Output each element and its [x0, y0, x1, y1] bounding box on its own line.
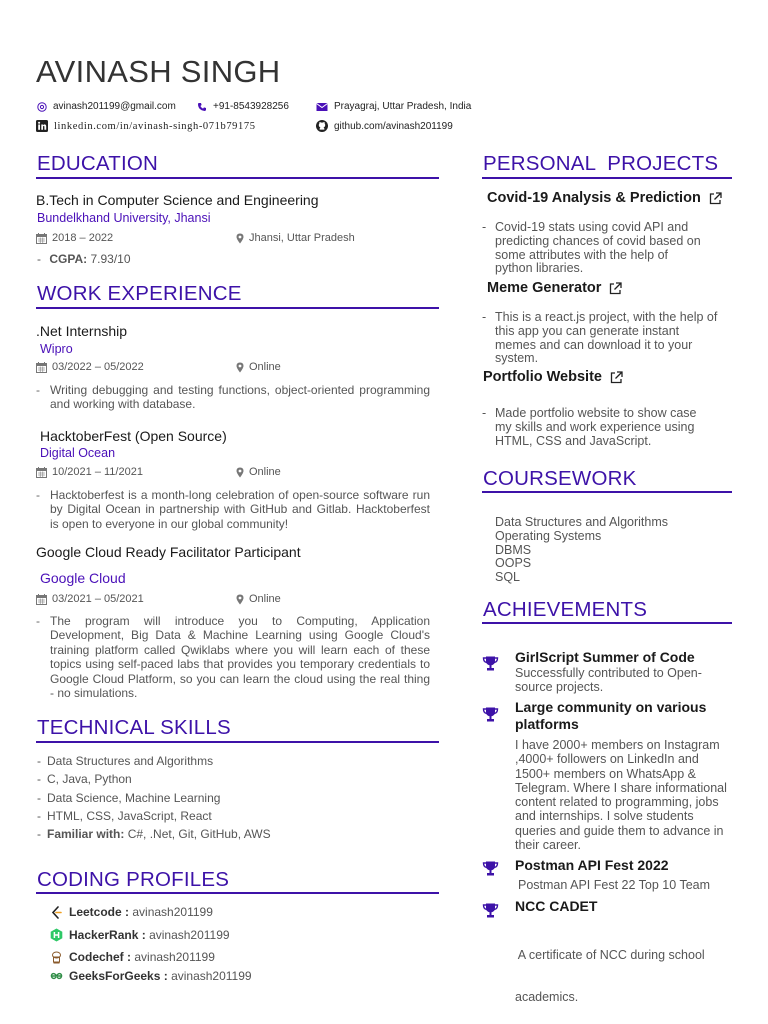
job-bullet: - The program will introduce you to Computing, Application Development, Big Data & Machine Learning using Google Cloud's training platform called Qwiklabs where you will learn each of these topics using self-paced labs that provides you temporary credentials to Google Cloud Platform, so you can learn the cloud using the real thing - no simulations.	[36, 614, 430, 701]
achievement-line: ,4000+ followers on LinkedIn and	[515, 752, 699, 767]
project-dash: -	[482, 310, 487, 324]
skill-text: C, Java, Python	[47, 772, 132, 786]
github-contact[interactable]	[316, 120, 453, 132]
project-line: Covid-19 stats using covid API and	[495, 220, 689, 234]
education-heading: EDUCATION	[37, 152, 159, 175]
work-heading: WORK EXPERIENCE	[37, 282, 242, 305]
project-dash: -	[482, 406, 487, 420]
cgpa-value: 7.93/10	[90, 252, 131, 266]
job-org: Google Cloud	[40, 570, 126, 586]
project-covid[interactable]	[487, 190, 722, 206]
degree-title: B.Tech in Computer Science and Engineering	[36, 192, 319, 208]
job-bullet-text: Hacktoberfest is a month-long celebration of open-source software run by Digital Ocean in partnership with GitHub and Gitlab. Hacktoberfest is open to everyone in our global community!	[50, 488, 430, 531]
project-line: HTML, CSS and JavaScript.	[495, 433, 652, 448]
skill-item: - Familiar with: C#, .Net, Git, GitHub, AWS	[37, 827, 271, 841]
github-icon	[316, 120, 328, 132]
achievement-line: Successfully contributed to Open-	[515, 666, 702, 680]
project-name: Portfolio Website	[483, 369, 602, 385]
profile-site: Codechef :	[69, 950, 132, 964]
course-item: Operating Systems	[495, 528, 602, 543]
profile-geeksforgeeks[interactable]	[50, 969, 252, 983]
achievement-line: academics.	[515, 990, 579, 1005]
achievement-line: Telegram. Where I share informational	[515, 780, 727, 795]
profile-leetcode[interactable]	[50, 905, 213, 919]
course-item: DBMS	[495, 542, 532, 557]
project-meme[interactable]	[487, 280, 622, 296]
skill-item: - C, Java, Python	[37, 772, 132, 786]
profile-handle: avinash201199	[149, 928, 230, 942]
job-location	[236, 593, 281, 605]
achievement-line: Postman API Fest 22 Top 10 Team	[518, 878, 711, 892]
linkedin-text: linkedin.com/in/avinash-singh-071b79175	[54, 120, 256, 132]
cgpa-label: CGPA:	[49, 252, 88, 266]
skill-text: Data Science, Machine Learning	[47, 791, 221, 805]
job-title: HacktoberFest (Open Source)	[40, 428, 227, 444]
phone-contact[interactable]	[197, 101, 289, 112]
job-bullet: - Hacktoberfest is a month-long celebration of open-source software run by Digital Ocean in partnership with GitHub and Gitlab. Hacktoberfest is open to everyone in our global community!	[36, 488, 430, 531]
achievement-line: their career.	[515, 838, 582, 853]
achievement-title: Postman API Fest 2022	[515, 857, 669, 873]
map-pin-icon	[236, 594, 244, 605]
achievement-line: queries and guide them to advance in	[515, 823, 724, 838]
familiar-label: Familiar with:	[47, 827, 125, 841]
location-text: Prayagraj, Uttar Pradesh, India	[334, 101, 472, 112]
trophy-icon	[482, 860, 499, 877]
job-title: Google Cloud Ready Facilitator Participant	[36, 544, 301, 560]
job-bullet-text: The program will introduce you to Computing, Application Development, Big Data & Machine Learning using Google Cloud's training platform called Qwiklabs where you will learn each of these topics using self-paced labs that provides you temporary credentials to Google Cloud Platform, so you can learn the cloud using the real thing - no simulations.	[50, 614, 430, 701]
education-dates-text: 2018 – 2022	[52, 232, 114, 244]
section-rule	[482, 491, 732, 493]
github-text: github.com/avinash201199	[334, 120, 453, 132]
profile-site: HackerRank :	[69, 928, 146, 942]
job-dates-text: 03/2022 – 05/2022	[52, 361, 144, 373]
course-item: SQL	[495, 570, 521, 585]
job-bullet: - Writing debugging and testing functions, object-oriented programming and working with database.	[36, 383, 430, 412]
skill-text: Data Structures and Algorithms	[47, 754, 214, 768]
university-name: Bundelkhand University, Jhansi	[37, 211, 211, 225]
job-location-text: Online	[249, 361, 281, 373]
achievement-desc	[515, 666, 735, 695]
course-item: OOPS	[495, 556, 532, 571]
profile-handle: avinash201199	[134, 950, 215, 964]
profile-site: Leetcode :	[69, 905, 130, 919]
job-title: .Net Internship	[36, 323, 128, 339]
achievement-line: content related to programming, jobs	[515, 795, 719, 810]
project-name: Meme Generator	[487, 280, 602, 296]
profile-handle: avinash201199	[132, 905, 213, 919]
education-location-text: Jhansi, Uttar Pradesh	[249, 232, 355, 244]
coursework-heading: COURSEWORK	[483, 467, 637, 490]
calendar-icon	[36, 233, 47, 244]
resume-name: AVINASH SINGH	[36, 54, 281, 89]
job-org: Digital Ocean	[40, 446, 116, 460]
external-link-icon[interactable]	[609, 282, 622, 295]
job-dates-text: 10/2021 – 11/2021	[52, 466, 143, 478]
skills-heading: TECHNICAL SKILLS	[37, 716, 231, 739]
job-location	[236, 466, 281, 478]
job-location-text: Online	[249, 466, 281, 478]
cgpa-line: - CGPA: 7.93/10	[37, 252, 131, 266]
achievement-desc	[518, 878, 738, 892]
codechef-icon	[50, 951, 63, 964]
achievement-line: I have 2000+ members on Instagram	[515, 738, 720, 752]
email-text: avinash201199@gmail.com	[53, 101, 176, 112]
job-bullet-text: Writing debugging and testing functions, object-oriented programming and working with database.	[50, 383, 430, 412]
skill-text: HTML, CSS, JavaScript, React	[47, 809, 212, 823]
achievement-desc	[515, 738, 740, 852]
section-rule	[36, 307, 439, 309]
skill-item: - Data Structures and Algorithms	[37, 754, 214, 768]
phone-text: +91-8543928256	[213, 101, 289, 112]
achievements-heading: ACHIEVEMENTS	[483, 598, 648, 621]
map-pin-icon	[236, 467, 244, 478]
achievement-title-line: Large community on various	[515, 699, 707, 715]
familiar-value: C#, .Net, Git, GitHub, AWS	[127, 827, 271, 841]
achievement-title	[515, 699, 706, 733]
project-line: my skills and work experience using	[495, 419, 695, 434]
skill-item: - HTML, CSS, JavaScript, React	[37, 809, 212, 823]
linkedin-contact[interactable]	[36, 120, 256, 132]
project-line: python libraries.	[495, 261, 584, 276]
section-rule	[36, 177, 439, 179]
location-contact	[316, 101, 471, 112]
project-line: system.	[495, 351, 539, 366]
job-dates	[36, 361, 144, 373]
project-line: memes and can download it to your	[495, 337, 693, 352]
trophy-icon	[482, 706, 499, 723]
external-link-icon[interactable]	[610, 371, 623, 384]
achievement-line: A certificate of NCC during school	[515, 947, 705, 962]
project-desc	[495, 311, 730, 366]
profile-handle: avinash201199	[171, 969, 252, 983]
education-dates	[36, 232, 113, 244]
job-dates-text: 03/2021 – 05/2021	[52, 593, 144, 605]
project-line: predicting chances of covid based on	[495, 233, 701, 248]
project-line: some attributes with the help of	[495, 247, 669, 262]
calendar-icon	[36, 594, 47, 605]
project-line: this app you can generate instant	[495, 323, 680, 338]
profile-codechef[interactable]	[50, 950, 215, 964]
phone-icon	[197, 102, 207, 112]
section-rule	[482, 622, 732, 624]
profile-hackerrank[interactable]	[50, 928, 230, 942]
coursework-list	[495, 516, 725, 585]
education-location	[236, 232, 355, 244]
project-name: Covid-19 Analysis & Prediction	[487, 190, 701, 206]
project-line: Made portfolio website to show case	[495, 406, 697, 420]
profiles-heading: CODING PROFILES	[37, 868, 230, 891]
leetcode-icon	[50, 906, 63, 919]
section-rule	[36, 741, 439, 743]
hackerrank-icon	[50, 928, 63, 942]
achievement-line: source projects.	[515, 680, 604, 695]
skill-item: - Data Science, Machine Learning	[37, 791, 221, 805]
calendar-icon	[36, 467, 47, 478]
achievement-title: NCC CADET	[515, 898, 598, 914]
linkedin-icon	[36, 120, 48, 132]
project-line: This is a react.js project, with the help of	[495, 310, 718, 324]
section-rule	[482, 177, 732, 179]
job-dates	[36, 593, 144, 605]
trophy-icon	[482, 902, 499, 919]
job-dates	[36, 466, 143, 478]
achievement-title-line: platforms	[515, 716, 579, 732]
achievement-line: and internships. I solve students	[515, 809, 694, 824]
map-pin-icon	[236, 233, 244, 244]
geeksforgeeks-icon	[50, 971, 63, 981]
envelope-icon	[316, 102, 328, 112]
job-location-text: Online	[249, 593, 281, 605]
section-rule	[36, 892, 439, 894]
profile-site: GeeksForGeeks :	[69, 969, 168, 983]
project-dash: -	[482, 220, 487, 234]
map-pin-icon	[236, 362, 244, 373]
project-portfolio[interactable]	[483, 369, 623, 385]
job-location	[236, 361, 281, 373]
project-desc	[495, 407, 725, 448]
achievement-title: GirlScript Summer of Code	[515, 649, 695, 665]
email-contact[interactable]	[37, 101, 176, 112]
job-org: Wipro	[40, 342, 73, 356]
achievement-desc	[515, 919, 740, 1019]
projects-heading: PERSONAL PROJECTS	[483, 152, 719, 175]
trophy-icon	[482, 655, 499, 672]
external-link-icon[interactable]	[709, 192, 722, 205]
calendar-icon	[36, 362, 47, 373]
project-desc	[495, 221, 725, 276]
course-item: Data Structures and Algorithms	[495, 515, 668, 529]
at-icon	[37, 102, 47, 112]
achievement-line: 1500+ members on WhatsApp &	[515, 766, 696, 781]
